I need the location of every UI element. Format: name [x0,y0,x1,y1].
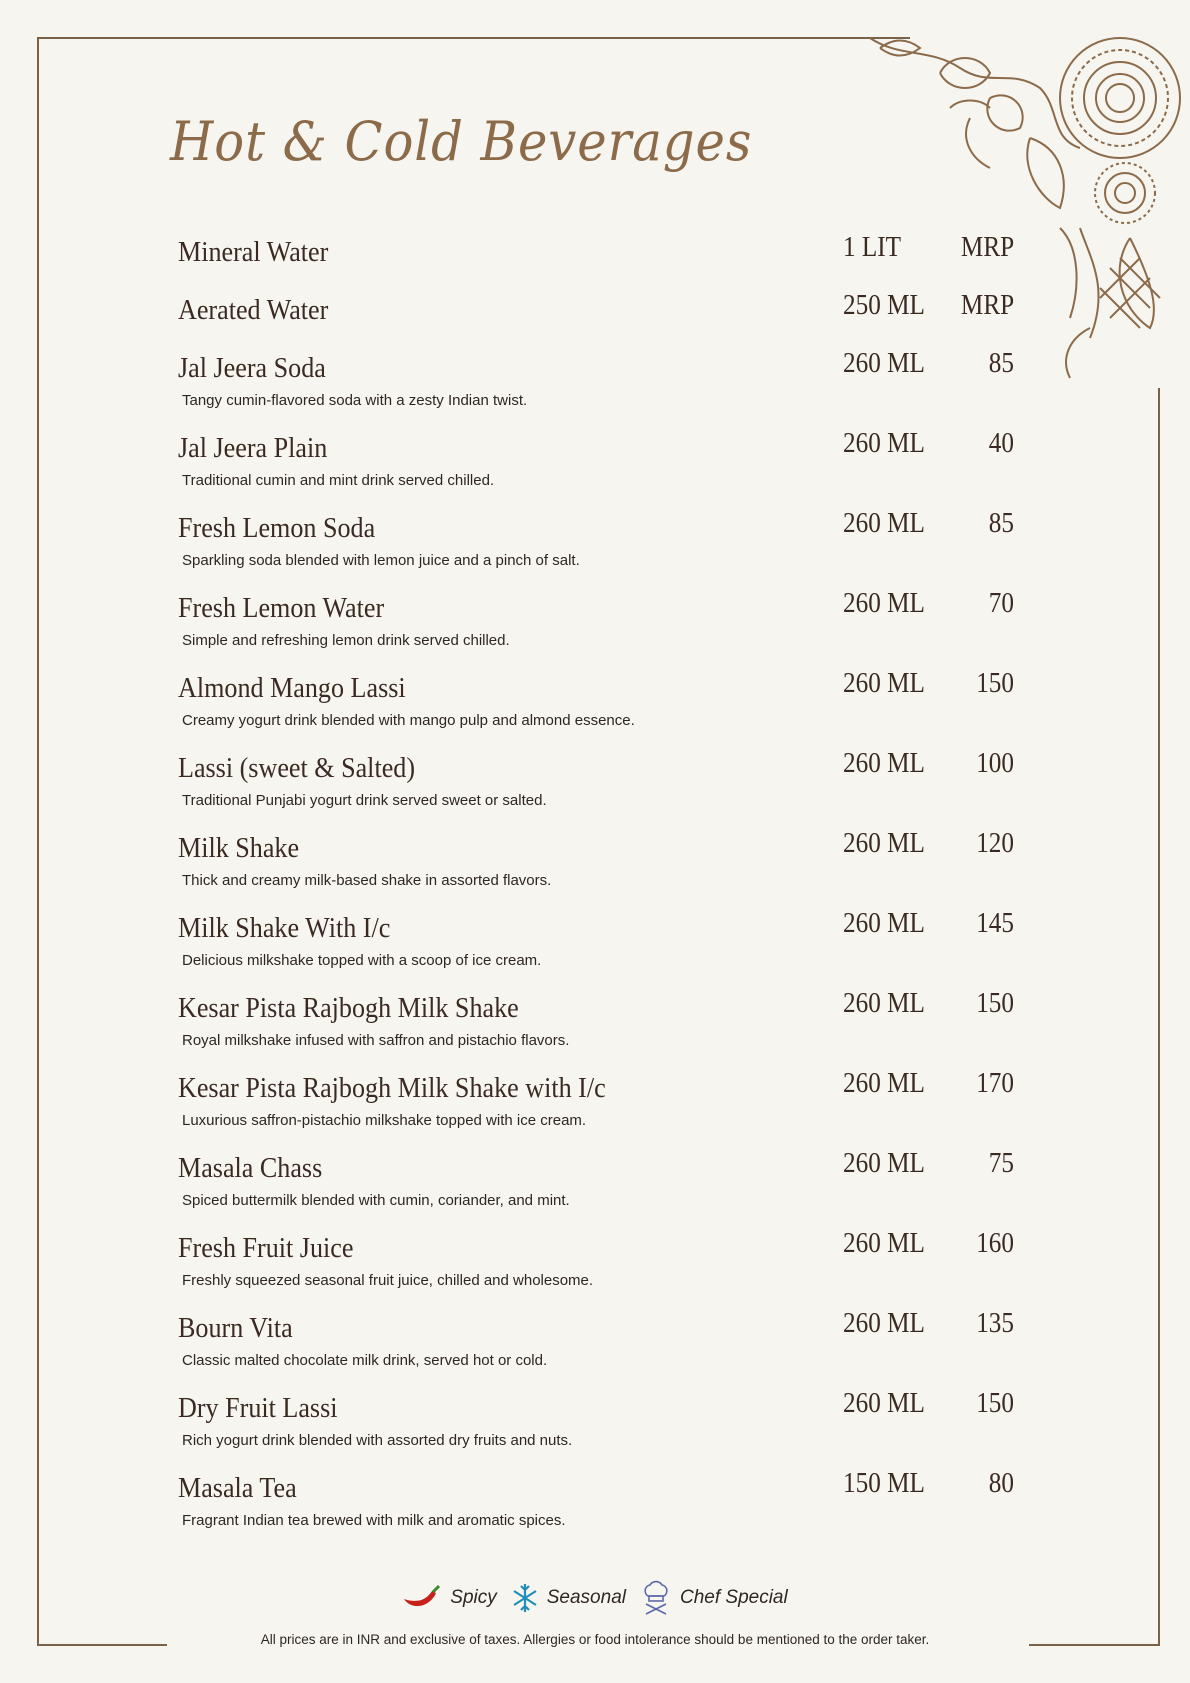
item-description: Fragrant Indian tea brewed with milk and aromatic spices. [182,1512,566,1529]
item-price: 85 [988,348,1014,379]
item-description: Thick and creamy milk-based shake in assorted flavors. [182,872,552,889]
item-size: 150 ML [843,1468,925,1499]
menu-item [178,290,1014,352]
menu-item [178,588,1014,672]
page-title: Hot & Cold Beverages [170,110,753,173]
item-description: Luxurious saffron-pistachio milkshake topped with ice cream. [182,1112,587,1129]
item-size: 1 LIT [843,232,902,263]
item-description: Traditional Punjabi yogurt drink served sweet or salted. [182,792,547,809]
item-description: Delicious milkshake topped with a scoop of ice cream. [182,952,542,969]
item-price: 150 [976,1388,1014,1419]
snowflake-icon [511,1582,539,1614]
item-name: Milk Shake [178,832,300,864]
item-size: 260 ML [843,508,925,539]
item-size: 260 ML [843,348,925,379]
item-size: 260 ML [843,428,925,459]
menu-item [178,1388,1014,1472]
legend-seasonal [511,1582,626,1614]
item-name: Fresh Fruit Juice [178,1232,354,1264]
item-name: Almond Mango Lassi [178,672,406,704]
item-price: 75 [988,1148,1014,1179]
item-name: Jal Jeera Plain [178,432,328,464]
item-price: 145 [976,908,1014,939]
item-name: Lassi (sweet & Salted) [178,752,416,784]
item-size: 260 ML [843,1388,925,1419]
item-price: MRP [960,232,1014,263]
item-name: Aerated Water [178,294,329,326]
menu-item [178,508,1014,592]
chef-hat-icon [640,1580,672,1616]
item-price: 80 [988,1468,1014,1499]
item-name: Dry Fruit Lassi [178,1392,338,1424]
legend-chef-special-label: Chef Special [679,1587,788,1608]
footnote: All prices are in INR and exclusive of taxes. Allergies or food intolerance should be mentioned to the order taker. [260,1632,930,1647]
item-name: Kesar Pista Rajbogh Milk Shake [178,992,519,1024]
item-description: Traditional cumin and mint drink served chilled. [182,472,495,489]
item-price: 150 [976,668,1014,699]
item-size: 260 ML [843,908,925,939]
item-size: 260 ML [843,1068,925,1099]
item-name: Jal Jeera Soda [178,352,326,384]
menu-item [178,828,1014,912]
item-description: Classic malted chocolate milk drink, served hot or cold. [182,1352,548,1369]
item-name: Masala Chass [178,1152,323,1184]
item-size: 260 ML [843,1308,925,1339]
menu-item [178,1308,1014,1392]
legend-spicy-label: Spicy [450,1587,497,1608]
menu-item [178,1228,1014,1312]
menu-item [178,348,1014,432]
item-price: 135 [976,1308,1014,1339]
item-price: 40 [988,428,1014,459]
item-description: Royal milkshake infused with saffron and pistachio flavors. [182,1032,570,1049]
item-size: 260 ML [843,828,925,859]
legend-seasonal-label: Seasonal [546,1587,626,1608]
menu-item [178,1068,1014,1152]
item-name: Fresh Lemon Soda [178,512,376,544]
item-name: Kesar Pista Rajbogh Milk Shake with I/c [178,1072,606,1104]
item-name: Fresh Lemon Water [178,592,385,624]
item-name: Masala Tea [178,1472,297,1504]
legend [0,1580,1190,1616]
item-size: 260 ML [843,668,925,699]
item-description: Rich yogurt drink blended with assorted dry fruits and nuts. [182,1432,573,1449]
menu-list [178,232,1014,1552]
menu-item [178,232,1014,294]
item-description: Tangy cumin-flavored soda with a zesty Indian twist. [182,392,528,409]
item-price: 160 [976,1228,1014,1259]
item-price: 100 [976,748,1014,779]
item-size: 260 ML [843,588,925,619]
item-name: Mineral Water [178,236,329,268]
menu-item [178,908,1014,992]
menu-item [178,1148,1014,1232]
item-name: Milk Shake With I/c [178,912,391,944]
item-description: Simple and refreshing lemon drink served chilled. [182,632,510,649]
menu-item [178,668,1014,752]
item-size: 260 ML [843,748,925,779]
item-size: 260 ML [843,1148,925,1179]
item-description: Sparkling soda blended with lemon juice and a pinch of salt. [182,552,580,569]
item-price: 120 [976,828,1014,859]
menu-item [178,748,1014,832]
item-name: Bourn Vita [178,1312,293,1344]
item-description: Spiced buttermilk blended with cumin, coriander, and mint. [182,1192,570,1209]
item-size: 260 ML [843,988,925,1019]
item-description: Freshly squeezed seasonal fruit juice, chilled and wholesome. [182,1272,594,1289]
item-description: Creamy yogurt drink blended with mango pulp and almond essence. [182,712,635,729]
legend-chef-special [640,1580,788,1616]
item-price: 150 [976,988,1014,1019]
menu-item [178,428,1014,512]
legend-spicy [402,1585,496,1611]
item-price: 85 [988,508,1014,539]
menu-item [178,1468,1014,1552]
item-size: 250 ML [843,290,925,321]
item-price: 70 [988,588,1014,619]
item-price: 170 [976,1068,1014,1099]
menu-item [178,988,1014,1072]
chili-icon [402,1585,442,1611]
item-price: MRP [960,290,1014,321]
item-size: 260 ML [843,1228,925,1259]
